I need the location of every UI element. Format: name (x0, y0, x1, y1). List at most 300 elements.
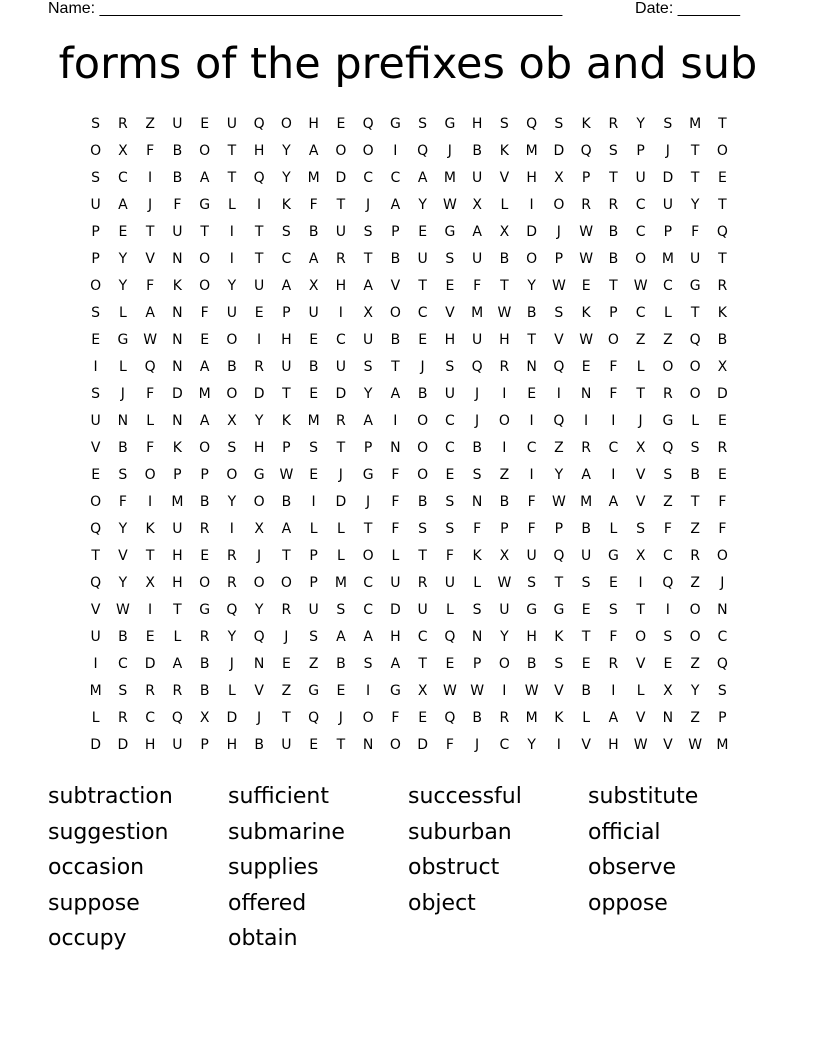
grid-letter: H (526, 629, 537, 645)
grid-letter: G (199, 197, 211, 213)
grid-letter: I (611, 413, 616, 429)
grid-letter: M (580, 494, 593, 510)
grid-letter: G (308, 683, 320, 699)
grid-letter: I (366, 683, 371, 699)
grid-letter: I (502, 440, 507, 456)
grid-letter: J (665, 143, 670, 159)
grid-row (82, 732, 736, 759)
grid-letter: O (280, 116, 292, 132)
grid-letter: S (717, 683, 727, 699)
word-list-item: obstruct (408, 855, 500, 880)
grid-letter: S (608, 143, 618, 159)
grid-letter: O (199, 278, 211, 294)
grid-letter: W (524, 683, 539, 699)
grid-letter: J (556, 224, 561, 240)
grid-letter: C (635, 197, 646, 213)
grid-letter: B (336, 656, 346, 672)
grid-letter: T (581, 629, 591, 645)
grid-letter: J (284, 629, 289, 645)
grid-letter: M (471, 305, 484, 321)
grid-letter: F (609, 359, 618, 375)
grid-letter: Z (690, 656, 700, 672)
grid-letter: H (172, 575, 183, 591)
grid-letter: N (662, 710, 674, 726)
grid-row (82, 327, 736, 354)
grid-letter: B (172, 170, 183, 186)
grid-letter: S (363, 359, 373, 375)
grid-letter: B (472, 710, 482, 726)
grid-letter: R (417, 575, 428, 591)
grid-letter: S (91, 116, 101, 132)
grid-letter: S (472, 602, 482, 618)
grid-letter: L (91, 710, 100, 726)
grid-letter: C (635, 305, 646, 321)
grid-letter: F (609, 629, 618, 645)
grid-letter: K (472, 548, 482, 564)
grid-row (82, 408, 736, 435)
grid-letter: B (417, 386, 428, 402)
grid-letter: F (146, 278, 155, 294)
grid-letter: V (90, 440, 101, 456)
grid-row (82, 111, 736, 138)
grid-letter: U (90, 629, 101, 645)
grid-letter: U (690, 251, 701, 267)
grid-letter: V (90, 602, 101, 618)
grid-letter: F (173, 197, 182, 213)
grid-letter: B (717, 332, 728, 348)
grid-letter: E (200, 116, 210, 132)
grid-letter: A (390, 386, 401, 402)
grid-letter: S (663, 629, 673, 645)
grid-letter: X (472, 197, 482, 213)
grid-letter: U (499, 602, 510, 618)
grid-letter: T (282, 386, 291, 402)
grid-letter: A (472, 224, 482, 240)
grid-letter: E (581, 359, 591, 375)
grid-letter: E (608, 575, 618, 591)
grid-letter: M (198, 386, 211, 402)
grid-letter: F (691, 224, 700, 240)
grid-letter: E (309, 737, 319, 753)
grid-letter: B (690, 467, 700, 483)
grid-row (82, 462, 736, 489)
word-list-item: occupy (48, 926, 127, 951)
grid-letter: F (391, 494, 400, 510)
grid-letter: Y (527, 737, 536, 753)
grid-letter: Z (663, 332, 673, 348)
grid-letter: V (254, 683, 264, 699)
grid-letter: Z (663, 494, 673, 510)
word-list-item: obtain (228, 926, 298, 951)
grid-letter: P (91, 251, 100, 267)
grid-letter: F (718, 494, 727, 510)
grid-letter: P (309, 548, 318, 564)
grid-letter: H (499, 332, 510, 348)
word-list-item: submarine (228, 819, 345, 845)
grid-letter: O (716, 143, 728, 159)
grid-letter: V (145, 251, 155, 267)
grid-letter: R (227, 575, 237, 591)
grid-letter: K (145, 521, 155, 537)
grid-letter: Y (554, 467, 564, 483)
grid-letter: S (445, 359, 455, 375)
grid-row (82, 246, 736, 273)
grid-letter: A (145, 305, 155, 321)
grid-letter: Q (444, 710, 456, 726)
grid-letter: A (308, 251, 319, 267)
grid-letter: T (418, 278, 427, 294)
grid-letter: O (635, 251, 647, 267)
grid-letter: B (281, 494, 292, 510)
grid-letter: C (526, 440, 537, 456)
word-list-item: observe (588, 855, 677, 880)
grid-letter: R (118, 710, 128, 726)
grid-letter: B (199, 656, 210, 672)
grid-letter: T (145, 548, 155, 564)
grid-letter: I (529, 413, 534, 429)
grid-row (82, 273, 736, 300)
grid-letter: Q (662, 575, 674, 591)
grid-letter: Q (444, 629, 456, 645)
grid-letter: A (390, 656, 401, 672)
grid-letter: J (447, 143, 452, 159)
grid-letter: O (226, 467, 238, 483)
grid-letter: U (281, 737, 292, 753)
grid-letter: S (445, 521, 455, 537)
grid-letter: T (690, 170, 700, 186)
grid-letter: U (444, 575, 455, 591)
grid-letter: E (717, 413, 727, 429)
grid-letter: B (308, 359, 319, 375)
grid-letter: K (554, 629, 564, 645)
grid-letter: V (554, 332, 564, 348)
grid-letter: F (527, 494, 536, 510)
grid-letter: P (200, 467, 209, 483)
grid-letter: N (580, 386, 592, 402)
grid-letter: P (91, 224, 100, 240)
grid-letter: T (418, 656, 427, 672)
grid-letter: J (638, 413, 643, 429)
grid-letter: A (417, 170, 428, 186)
grid-letter: G (526, 602, 538, 618)
grid-letter: T (609, 278, 618, 294)
grid-letter: T (336, 440, 346, 456)
grid-letter: Q (144, 359, 156, 375)
grid-letter: O (199, 251, 211, 267)
grid-letter: P (309, 575, 318, 591)
grid-letter: F (663, 521, 672, 537)
grid-letter: K (581, 305, 591, 321)
grid-letter: E (445, 656, 455, 672)
word-list-item: successful (408, 784, 522, 809)
grid-letter: O (417, 467, 429, 483)
grid-letter: U (472, 332, 483, 348)
grid-letter: T (500, 278, 509, 294)
grid-letter: O (689, 602, 701, 618)
grid-letter: U (281, 359, 292, 375)
grid-letter: T (336, 737, 346, 753)
grid-letter: G (444, 224, 456, 240)
grid-letter: Y (636, 116, 645, 132)
grid-letter: A (608, 494, 619, 510)
grid-letter: A (390, 197, 401, 213)
grid-letter: I (311, 494, 316, 510)
grid-letter: N (172, 332, 183, 348)
grid-letter: A (363, 629, 373, 645)
grid-letter: W (279, 467, 294, 483)
grid-letter: R (336, 413, 346, 429)
grid-letter: P (282, 305, 291, 321)
word-list-item: suppose (48, 890, 140, 916)
grid-letter: A (281, 278, 292, 294)
grid-letter: Q (716, 656, 728, 672)
grid-letter: S (363, 656, 373, 672)
grid-letter: H (226, 737, 238, 753)
grid-letter: V (445, 305, 455, 321)
grid-letter: U (363, 332, 374, 348)
grid-letter: T (227, 170, 237, 186)
grid-row (82, 651, 736, 678)
grid-letter: B (526, 656, 537, 672)
grid-letter: C (635, 224, 646, 240)
grid-letter: I (393, 143, 398, 159)
grid-letter: L (336, 548, 345, 564)
grid-letter: I (148, 602, 153, 618)
grid-letter: G (253, 467, 265, 483)
word-search-grid (82, 111, 736, 759)
grid-letter: Y (118, 575, 128, 591)
grid-letter: Y (527, 278, 536, 294)
grid-letter: D (335, 170, 347, 186)
grid-letter: E (445, 278, 455, 294)
grid-letter: Y (690, 197, 700, 213)
grid-letter: T (282, 710, 291, 726)
grid-letter: P (609, 305, 618, 321)
grid-letter: R (581, 440, 591, 456)
grid-letter: I (611, 467, 616, 483)
word-list-item: suburban (408, 819, 512, 845)
grid-letter: Q (689, 332, 701, 348)
grid-letter: M (661, 251, 674, 267)
grid-letter: Q (471, 359, 483, 375)
grid-letter: F (445, 737, 454, 753)
grid-letter: P (200, 737, 209, 753)
grid-letter: D (662, 170, 674, 186)
grid-letter: W (579, 224, 594, 240)
grid-letter: O (689, 386, 701, 402)
grid-letter: Z (308, 656, 319, 672)
grid-letter: X (717, 359, 728, 375)
grid-letter: C (335, 332, 346, 348)
grid-letter: E (254, 305, 264, 321)
grid-letter: W (579, 332, 594, 348)
grid-letter: U (172, 116, 183, 132)
grid-letter: A (281, 521, 292, 537)
grid-letter: Z (635, 332, 646, 348)
grid-letter: X (118, 143, 128, 159)
grid-letter: F (391, 467, 400, 483)
grid-letter: P (554, 521, 564, 537)
grid-letter: Y (227, 494, 237, 510)
grid-letter: S (663, 116, 673, 132)
grid-letter: K (581, 116, 591, 132)
grid-letter: B (390, 332, 401, 348)
grid-letter: F (200, 305, 209, 321)
grid-letter: I (556, 386, 561, 402)
grid-letter: R (227, 548, 237, 564)
grid-letter: O (662, 359, 674, 375)
grid-letter: R (199, 629, 210, 645)
grid-letter: B (227, 359, 237, 375)
grid-letter: I (148, 170, 153, 186)
page-title: forms of the prefixes ob and sub (58, 39, 758, 89)
grid-letter: F (445, 548, 454, 564)
grid-letter: H (526, 170, 537, 186)
grid-letter: B (608, 224, 619, 240)
grid-letter: J (257, 548, 262, 564)
grid-letter: W (470, 683, 485, 699)
grid-letter: N (717, 602, 728, 618)
grid-letter: D (335, 386, 347, 402)
grid-letter: S (690, 440, 700, 456)
grid-letter: L (582, 710, 591, 726)
grid-letter: R (717, 278, 728, 294)
grid-letter: W (115, 602, 130, 618)
grid-letter: O (226, 386, 238, 402)
grid-letter: B (526, 305, 537, 321)
grid-letter: E (717, 467, 727, 483)
grid-letter: U (335, 224, 346, 240)
grid-letter: C (717, 629, 728, 645)
grid-letter: Z (499, 467, 510, 483)
grid-letter: O (280, 575, 292, 591)
grid-letter: N (172, 251, 183, 267)
grid-letter: O (362, 548, 374, 564)
grid-letter: S (91, 305, 101, 321)
grid-letter: U (335, 359, 346, 375)
grid-letter: A (581, 467, 591, 483)
grid-letter: T (527, 332, 536, 348)
grid-letter: N (471, 494, 483, 510)
grid-row (82, 219, 736, 246)
grid-letter: S (309, 629, 319, 645)
grid-letter: D (171, 386, 183, 402)
grid-letter: U (417, 602, 428, 618)
grid-letter: P (581, 170, 591, 186)
grid-letter: Q (580, 143, 592, 159)
grid-letter: S (445, 251, 455, 267)
grid-letter: T (554, 575, 564, 591)
word-list-item: sufficient (228, 784, 329, 809)
grid-letter: U (444, 386, 455, 402)
grid-letter: E (118, 224, 128, 240)
grid-letter: C (499, 737, 510, 753)
grid-letter: E (91, 467, 101, 483)
grid-letter: G (662, 413, 674, 429)
grid-letter: L (473, 575, 482, 591)
grid-letter: G (607, 548, 619, 564)
grid-letter: D (389, 602, 401, 618)
grid-letter: I (611, 683, 616, 699)
grid-letter: X (254, 521, 264, 537)
grid-letter: U (90, 413, 101, 429)
grid-letter: K (281, 197, 291, 213)
grid-letter: A (608, 710, 619, 726)
grid-letter: R (499, 359, 510, 375)
grid-letter: I (502, 386, 507, 402)
grid-letter: E (309, 332, 319, 348)
grid-letter: D (716, 386, 728, 402)
grid-letter: H (172, 548, 183, 564)
grid-letter: J (366, 197, 371, 213)
grid-row (82, 138, 736, 165)
grid-row (82, 165, 736, 192)
grid-letter: K (281, 413, 291, 429)
grid-letter: K (554, 710, 564, 726)
grid-letter: I (556, 737, 561, 753)
grid-letter: B (499, 251, 510, 267)
grid-row (82, 597, 736, 624)
grid-row (82, 678, 736, 705)
grid-letter: S (554, 656, 564, 672)
grid-letter: T (718, 251, 727, 267)
grid-letter: I (393, 413, 398, 429)
grid-letter: O (335, 143, 347, 159)
grid-letter: M (689, 116, 702, 132)
grid-letter: I (529, 467, 534, 483)
grid-letter: S (418, 116, 428, 132)
grid-letter: O (498, 413, 510, 429)
grid-letter: Q (171, 710, 183, 726)
grid-letter: U (308, 305, 319, 321)
grid-letter: X (635, 548, 646, 564)
grid-letter: Y (227, 629, 237, 645)
grid-letter: U (662, 197, 673, 213)
grid-letter: C (363, 170, 374, 186)
grid-letter: J (720, 575, 725, 591)
grid-letter: P (718, 710, 727, 726)
grid-row (82, 300, 736, 327)
grid-letter: G (553, 602, 565, 618)
grid-letter: K (172, 278, 182, 294)
grid-row (82, 543, 736, 570)
grid-letter: T (690, 305, 700, 321)
grid-letter: U (581, 548, 592, 564)
grid-letter: I (665, 602, 670, 618)
word-list (48, 779, 768, 957)
grid-letter: Z (690, 521, 700, 537)
grid-letter: B (472, 143, 482, 159)
grid-letter: O (417, 440, 429, 456)
grid-letter: L (173, 629, 182, 645)
grid-letter: I (229, 521, 234, 537)
grid-letter: O (199, 575, 211, 591)
grid-letter: Q (226, 602, 238, 618)
grid-letter: T (254, 224, 264, 240)
grid-letter: T (282, 548, 291, 564)
grid-letter: T (91, 548, 100, 564)
grid-letter: N (117, 413, 129, 429)
grid-letter: Y (282, 170, 291, 186)
grid-letter: T (690, 494, 700, 510)
grid-letter: B (199, 494, 210, 510)
grid-letter: R (690, 548, 700, 564)
grid-letter: P (391, 224, 400, 240)
grid-letter: J (338, 467, 343, 483)
grid-letter: U (90, 197, 101, 213)
grid-letter: S (118, 467, 128, 483)
grid-letter: L (227, 197, 236, 213)
